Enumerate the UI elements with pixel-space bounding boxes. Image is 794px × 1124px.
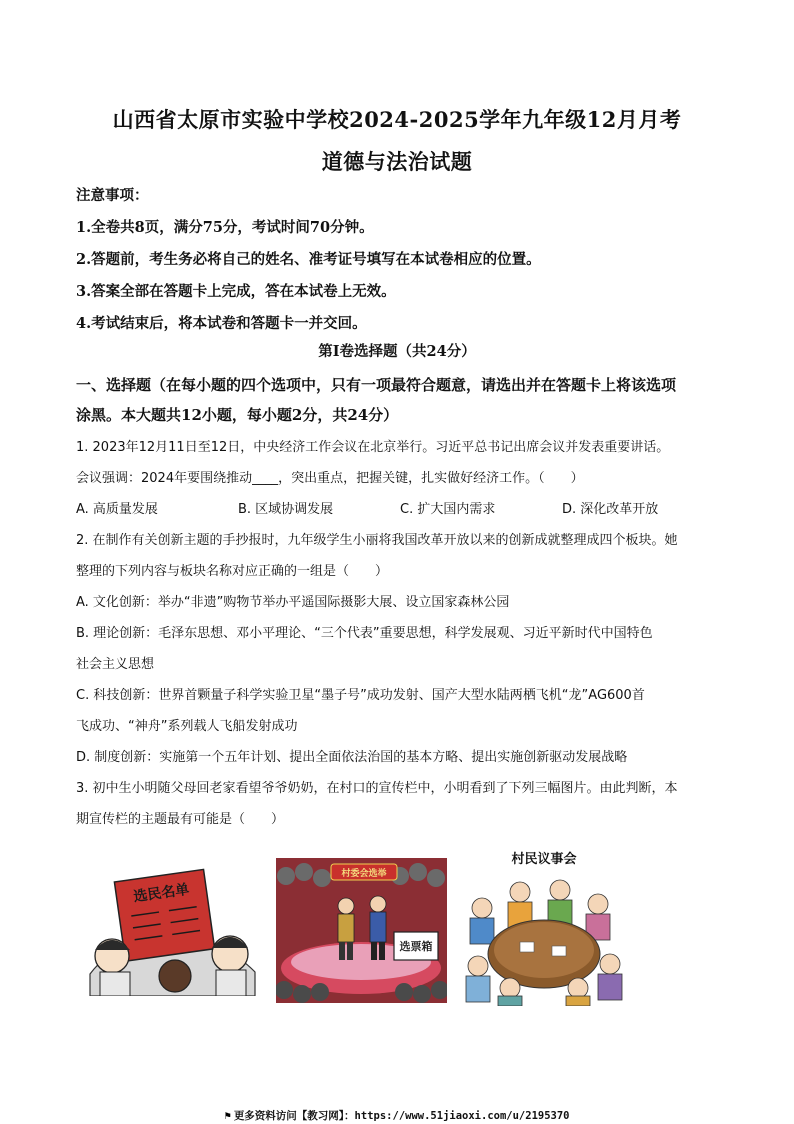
notes-item: 2.答题前，考生务必将自己的姓名、准考证号填写在本试卷相应的位置。 (76, 251, 541, 268)
question-3-pictures (0, 848, 794, 1008)
part-intro-line: 一、选择题（在每小题的四个选项中，只有一项最符合题意，请选出并在答题卡上将该选项 (76, 376, 677, 394)
footer-text[interactable]: 更多资料访问【教习网】：https://www.51jiaoxi.com/u/2195370 (233, 1110, 570, 1122)
question-2-option-d: D. 制度创新：实施第一个五年计划、提出全面依法治国的基本方略、提出实施创新驱动发展战略 (76, 750, 628, 765)
exam-subtitle: 道德与法治试题 (321, 149, 473, 174)
voter-list-sign: 选民名单 (132, 881, 191, 906)
question-2-option-c-cont: 飞成功、“神舟”系列载人飞船发射成功 (76, 719, 298, 734)
notes-item: 3.答案全部在答题卡上完成，答在本试卷上无效。 (76, 283, 396, 300)
question-list (76, 432, 722, 835)
flag-icon: ⚑ (224, 1110, 231, 1122)
part-intro-line: 涂黑。本大题共12小题，每小题2分，共24分） (76, 406, 399, 424)
question-2-option-b: B. 理论创新：毛泽东思想、邓小平理论、“三个代表”重要思想，科学发展观、习近平新时代中国特色 (76, 626, 653, 641)
question-2-stem: 2. 在制作有关创新主题的手抄报时，九年级学生小丽将我国改革开放以来的创新成就整理成四个板块。她 (76, 533, 678, 548)
question-1-stem: 1. 2023年12月11日至12日，中央经济工作会议在北京举行。习近平总书记出席会议并发表重要讲话。 (76, 440, 670, 455)
question-3-stem: 3. 初中生小明随父母回老家看望爷爷奶奶，在村口的宣传栏中，小明看到了下列三幅图片。由此判断，本 (76, 781, 678, 796)
option-b: B. 区域协调发展 (238, 502, 334, 517)
section-heading: 第Ⅰ卷选择题（共24分） (318, 343, 476, 360)
council-meeting-drawing (460, 870, 628, 1006)
villagers-council-caption: 村民议事会 (511, 852, 577, 867)
notes-section (76, 184, 726, 344)
question-2-option-b-cont: 社会主义思想 (76, 657, 155, 672)
notes-item: 1.全卷共8页，满分75分，考试时间70分钟。 (76, 219, 374, 236)
villagers-council-illustration (460, 848, 628, 1006)
election-stage-illustration (276, 858, 447, 1003)
question-2-stem-cont: 整理的下列内容与板块名称对应正确的一组是（ ） (76, 564, 389, 579)
voter-list-illustration (80, 864, 263, 996)
ballot-box-label: 选票箱 (399, 940, 433, 953)
option-a: A. 高质量发展 (76, 502, 158, 517)
notes-item: 4.考试结束后，将本试卷和答题卡一并交回。 (76, 315, 367, 332)
election-banner: 村委会选举 (341, 869, 387, 879)
exam-title: 山西省太原市实验中学校2024-2025学年九年级12月月考 (112, 107, 682, 132)
part-intro (76, 370, 722, 430)
option-d: D. 深化改革开放 (562, 502, 659, 517)
question-1-stem-cont: 会议强调：2024年要围绕推动____，突出重点，把握关键，扎实做好经济工作。（ ） (76, 471, 584, 486)
option-c: C. 扩大国内需求 (400, 502, 496, 517)
footer-link[interactable] (0, 1108, 794, 1123)
question-2-option-a: A. 文化创新：举办“非遗”购物节举办平遥国际摄影大展、设立国家森林公园 (76, 595, 510, 610)
notes-heading: 注意事项： (76, 187, 149, 204)
question-2-option-c: C. 科技创新：世界首颗量子科学实验卫星“墨子号”成功发射、国产大型水陆两栖飞机“龙”AG600首 (76, 688, 645, 703)
question-1-options (76, 494, 722, 525)
question-3-stem-cont: 期宣传栏的主题最有可能是（ ） (76, 812, 285, 827)
